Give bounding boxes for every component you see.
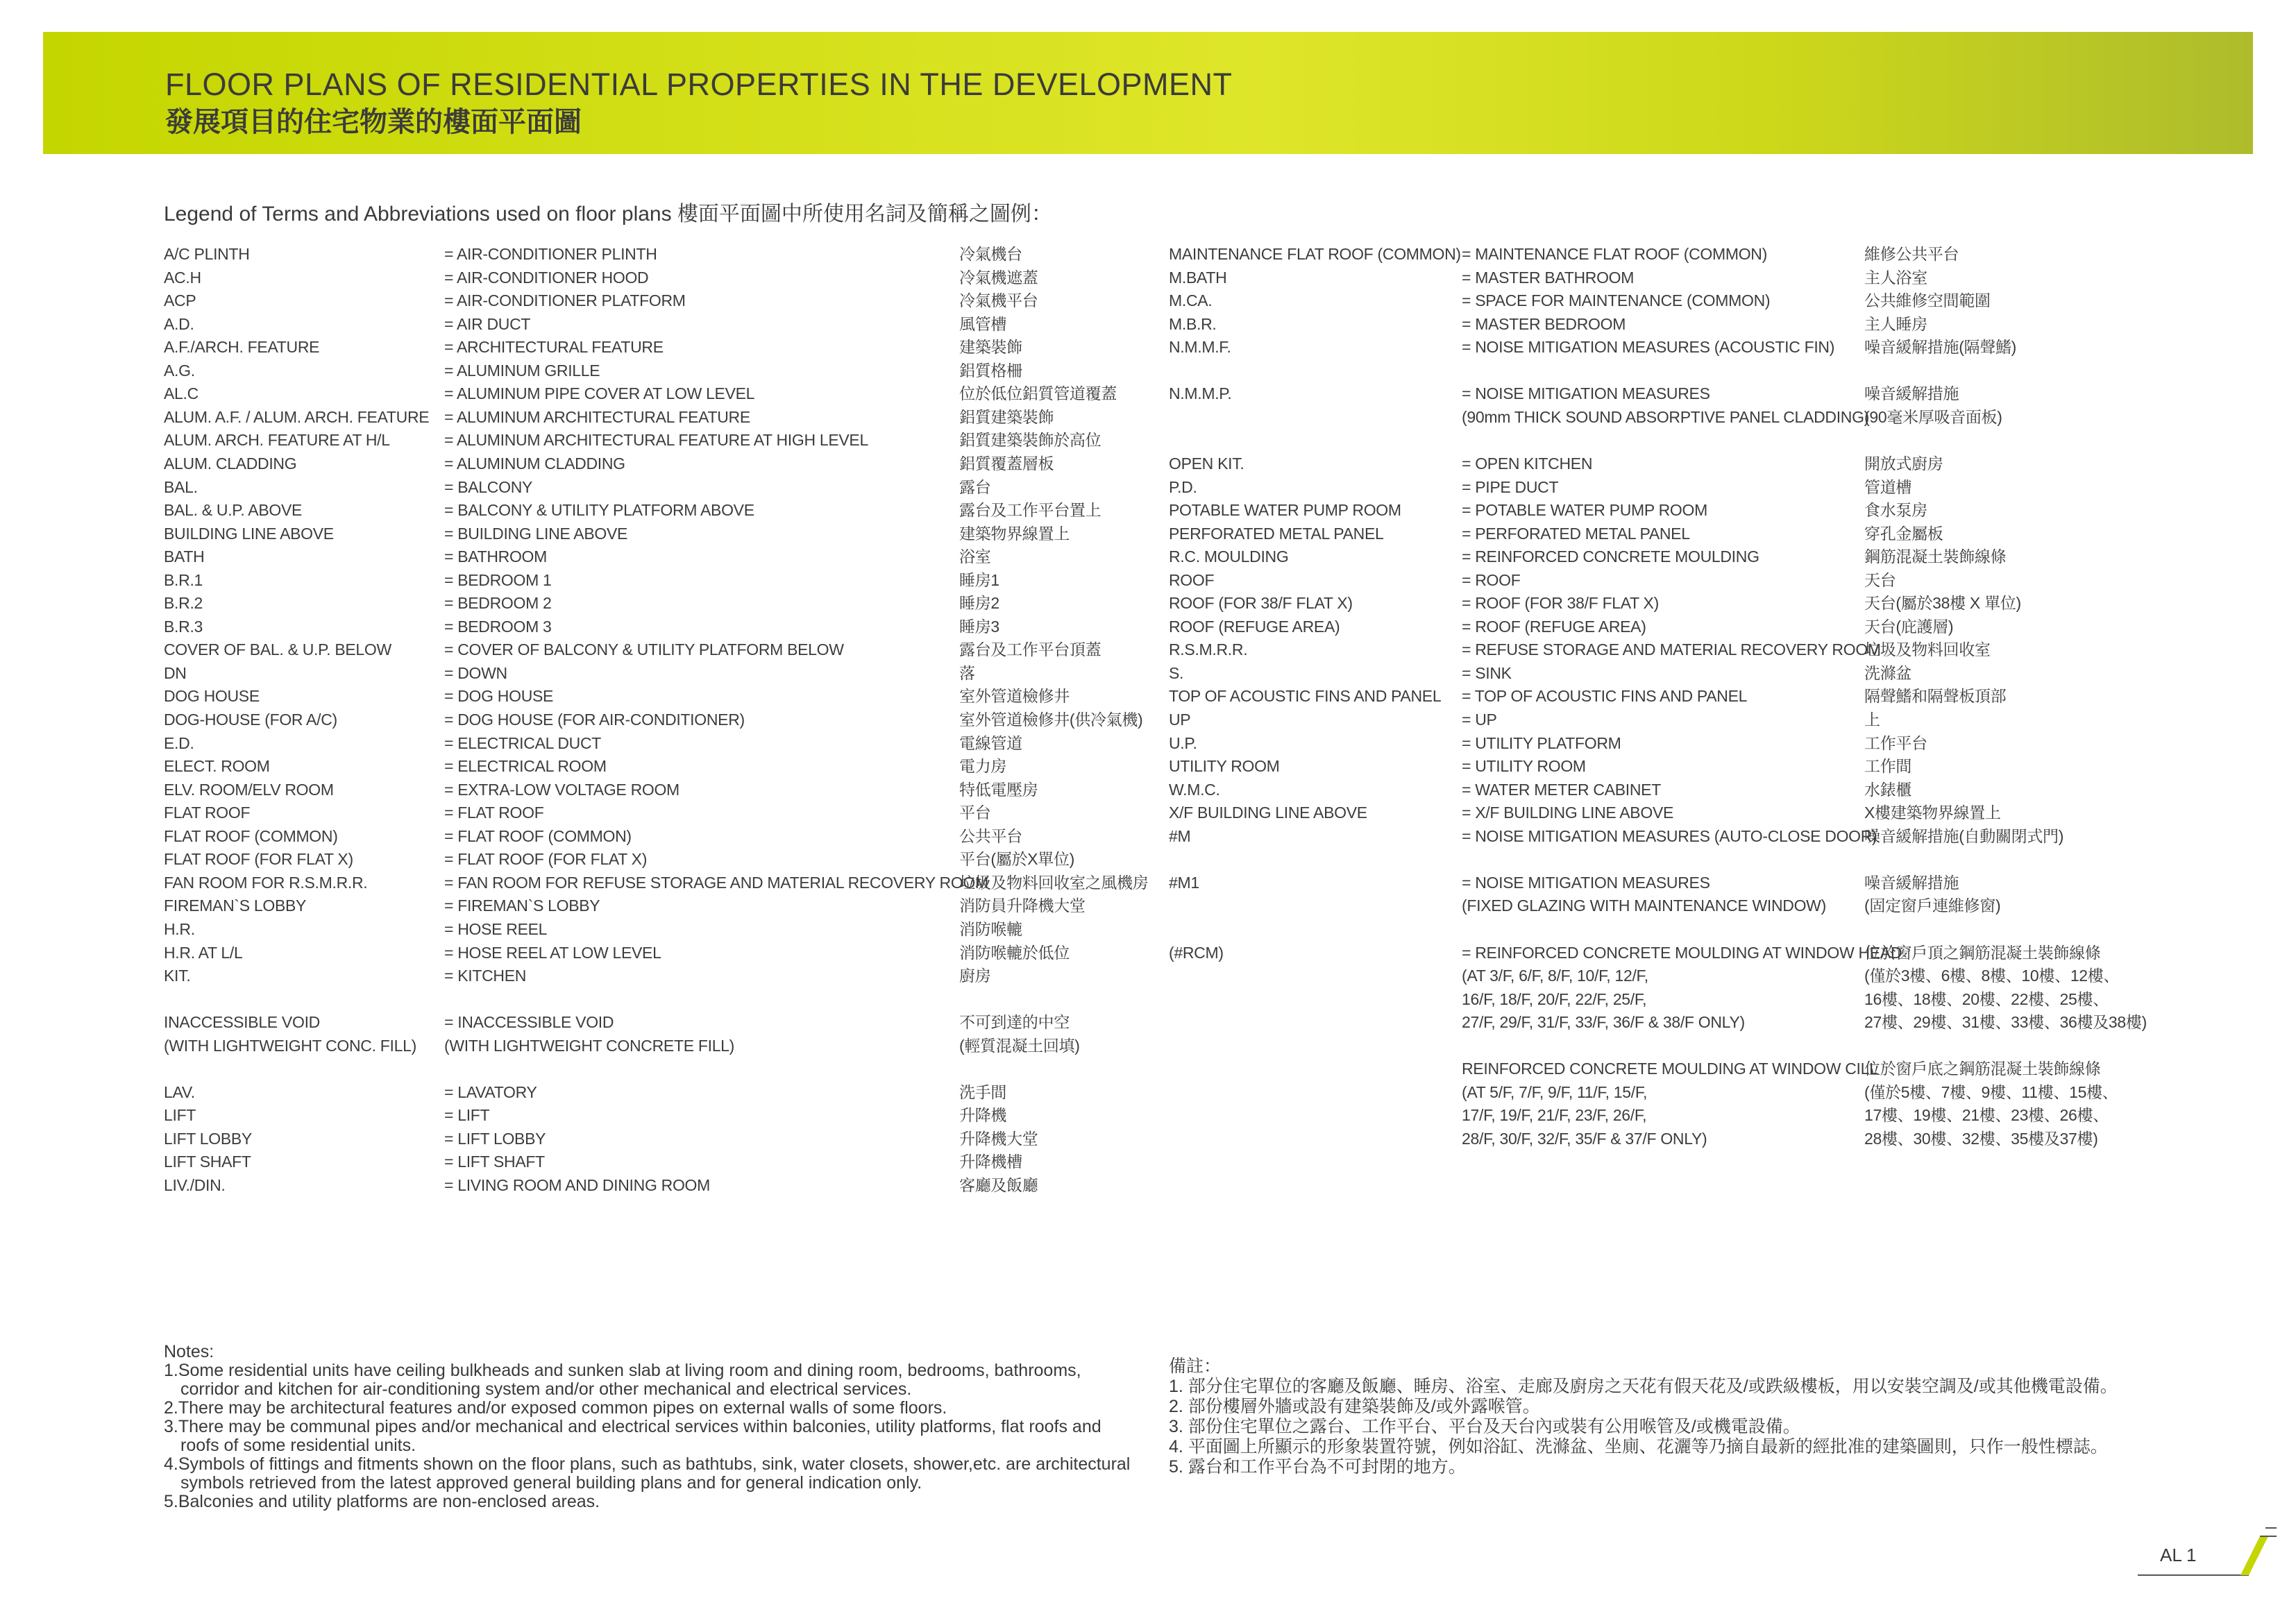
legend-definition: = DOG HOUSE (FOR AIR-CONDITIONER) [444,711,745,729]
legend-definition: = PERFORATED METAL PANEL [1462,524,1690,543]
legend-abbreviation: B.R.3 [164,617,203,636]
legend-abbreviation: N.M.M.F. [1169,338,1231,357]
legend-definition: (90mm THICK SOUND ABSORPTIVE PANEL CLADDING) [1462,407,1870,426]
legend-definition: = ROOF (REFUGE AREA) [1462,617,1646,636]
legend-chinese: 洗手間 [959,1082,1007,1101]
legend-definition: = AIR DUCT [444,314,531,333]
legend-abbreviation: OPEN KIT. [1169,454,1244,473]
legend-chinese: 風管槽 [959,314,1007,333]
legend-abbreviation: BAL. [164,477,198,496]
legend-chinese: 工作平台 [1864,733,1927,752]
legend-chinese: 食水泵房 [1864,501,1927,520]
legend-definition: = AIR-CONDITIONER PLATFORM [444,291,686,310]
legend-chinese: 建築裝飾 [959,338,1022,357]
legend-chinese: 升降機大堂 [959,1129,1038,1148]
legend-chinese: 室外管道檢修井 [959,687,1070,706]
legend-chinese: (僅於5樓、7樓、9樓、11樓、15樓、 [1864,1082,2118,1101]
legend-chinese: 電力房 [959,757,1007,776]
legend-definition: = BALCONY & UTILITY PLATFORM ABOVE [444,501,754,520]
legend-definition: = NOISE MITIGATION MEASURES [1462,873,1710,892]
legend-chinese: (固定窗戶連維修窗) [1864,897,2001,915]
legend-chinese: (90毫米厚吸音面板) [1864,407,2002,426]
legend-chinese: 睡房2 [959,594,999,613]
legend-abbreviation: ROOF (FOR 38/F FLAT X) [1169,594,1353,613]
legend-chinese: 冷氣機平台 [959,291,1038,310]
legend-abbreviation: AL.C [164,384,199,403]
legend-chinese: 平台 [959,804,991,822]
legend-abbreviation: LIFT LOBBY [164,1129,252,1148]
legend-abbreviation: B.R.1 [164,570,203,589]
legend-definition: = ALUMINUM ARCHITECTURAL FEATURE AT HIGH LEVEL [444,431,868,450]
legend-definition: = HOSE REEL AT LOW LEVEL [444,943,661,962]
legend-chinese: 洗滌盆 [1864,663,1912,682]
legend-definition: = ROOF [1462,570,1521,589]
legend-definition: (WITH LIGHTWEIGHT CONCRETE FILL) [444,1036,735,1055]
legend-abbreviation: H.R. AT L/L [164,943,243,962]
legend-abbreviation: U.P. [1169,733,1197,752]
legend-definition: = INACCESSIBLE VOID [444,1013,614,1032]
legend-definition: (AT 3/F, 6/F, 8/F, 10/F, 12/F, [1462,967,1648,985]
legend-chinese: 位於窗戶底之鋼筋混凝土裝飾線條 [1864,1060,2101,1078]
legend-chinese: 不可到達的中空 [959,1013,1070,1032]
legend-abbreviation: A.D. [164,314,194,333]
legend-chinese: 露台 [959,477,991,496]
legend-abbreviation: (#RCM) [1169,943,1224,962]
legend-abbreviation: LIFT SHAFT [164,1153,251,1171]
legend-definition: = BEDROOM 3 [444,617,552,636]
legend-chinese: 室外管道檢修井(供冷氣機) [959,711,1143,729]
note-en-item: 1.Some residential units have ceiling bulkheads and sunken slab at living room and dining room, bedrooms, bathrooms, corridor and kitchen for air-conditioning system and/or other mechanical and electrical services. [164,1361,1081,1399]
legend-definition: = BATHROOM [444,547,548,566]
legend-definition: = ELECTRICAL DUCT [444,733,602,752]
legend-heading: Legend of Terms and Abbreviations used on floor plans 樓面平面圖中所使用名詞及簡稱之圖例： [164,203,1052,226]
legend-definition: = NOISE MITIGATION MEASURES (ACOUSTIC FIN) [1462,338,1835,357]
page-corner-mark [2138,1527,2277,1596]
legend-chinese: 噪音緩解措施 [1864,384,1959,403]
note-zh-item: 1. 部分住宅單位的客廳及飯廳、睡房、浴室、走廊及廚房之天花有假天花及/或跌級樓板，用以安裝空調及/或其他機電設備。 [1169,1377,2118,1396]
notes-zh-heading: 備註： [1169,1357,1222,1376]
legend-abbreviation: S. [1169,663,1184,682]
legend-chinese: 廚房 [959,967,991,985]
legend-definition: = FLAT ROOF (FOR FLAT X) [444,850,648,869]
legend-abbreviation: ELECT. ROOM [164,757,270,776]
legend-abbreviation: LIV./DIN. [164,1176,226,1194]
legend-abbreviation: ROOF [1169,570,1215,589]
legend-chinese: 主人浴室 [1864,268,1927,287]
legend-abbreviation: X/F BUILDING LINE ABOVE [1169,804,1367,822]
legend-chinese: 公共平台 [959,826,1022,845]
legend-definition: = ROOF (FOR 38/F FLAT X) [1462,594,1659,613]
page-title-zh: 發展項目的住宅物業的樓面平面圖 [165,107,582,137]
legend-definition: = UP [1462,711,1497,729]
legend-abbreviation: DOG-HOUSE (FOR A/C) [164,711,337,729]
legend-definition: = UTILITY PLATFORM [1462,733,1621,752]
legend-abbreviation: E.D. [164,733,194,752]
legend-abbreviation: ROOF (REFUGE AREA) [1169,617,1340,636]
legend-chinese: 穿孔金屬板 [1864,524,1943,543]
legend-abbreviation: BAL. & U.P. ABOVE [164,501,303,520]
legend-definition: = ALUMINUM GRILLE [444,361,600,380]
legend-chinese: 鋁質格柵 [959,361,1022,380]
legend-chinese: 鋼筋混凝土裝飾線條 [1864,547,2007,566]
legend-definition: = LIVING ROOM AND DINING ROOM [444,1176,710,1194]
legend-abbreviation: LAV. [164,1082,195,1101]
legend-chinese: 冷氣機遮蓋 [959,268,1038,287]
legend-abbreviation: B.R.2 [164,594,203,613]
legend-definition: = AIR-CONDITIONER PLINTH [444,245,657,263]
legend-abbreviation: DOG HOUSE [164,687,260,706]
legend-definition: = ALUMINUM PIPE COVER AT LOW LEVEL [444,384,755,403]
legend-chinese: 隔聲鰭和隔聲板頂部 [1864,687,2007,706]
legend-definition: = KITCHEN [444,967,527,985]
legend-abbreviation: A.F./ARCH. FEATURE [164,338,320,357]
legend-chinese: 位於窗戶頂之鋼筋混凝土裝飾線條 [1864,943,2101,962]
note-en-item: 2.There may be architectural features and/or exposed common pipes on external walls of some floors. [164,1398,947,1418]
legend-definition: 16/F, 18/F, 20/F, 22/F, 25/F, [1462,989,1647,1008]
note-en-item: 4.Symbols of fittings and fitments shown on the floor plans, such as bathtubs, sink, water closets, shower,etc. are architectural symbols retrieved from the latest approved general building plans and for general indication only. [164,1454,1131,1493]
legend-chinese: 露台及工作平台頂蓋 [959,640,1101,659]
legend-definition: 27/F, 29/F, 31/F, 33/F, 36/F & 38/F ONLY) [1462,1013,1745,1032]
legend-chinese: 消防喉轆 [959,919,1022,938]
legend-chinese: 16樓、18樓、20樓、22樓、25樓、 [1864,989,2109,1008]
legend-abbreviation: PERFORATED METAL PANEL [1169,524,1384,543]
legend-chinese: 天台 [1864,570,1896,589]
legend-chinese: 平台(屬於X單位) [959,850,1074,869]
legend-definition: = NOISE MITIGATION MEASURES [1462,384,1710,403]
legend-chinese: 公共維修空間範圍 [1864,291,1991,310]
legend-definition: = OPEN KITCHEN [1462,454,1593,473]
legend-definition: = FLAT ROOF (COMMON) [444,826,632,845]
legend-definition: = X/F BUILDING LINE ABOVE [1462,804,1674,822]
legend-abbreviation: ELV. ROOM/ELV ROOM [164,780,334,799]
legend-abbreviation: BUILDING LINE ABOVE [164,524,334,543]
legend-definition: = ALUMINUM CLADDING [444,454,625,473]
notes-en-heading: Notes: [164,1342,214,1361]
legend-chinese: 露台及工作平台置上 [959,501,1101,520]
legend-abbreviation: M.CA. [1169,291,1213,310]
legend-definition: = BEDROOM 1 [444,570,552,589]
legend-abbreviation: #M1 [1169,873,1199,892]
legend-definition: = MAINTENANCE FLAT ROOF (COMMON) [1462,245,1767,263]
legend-chinese: 特低電壓房 [959,780,1038,799]
legend-chinese: 天台(屬於38樓 X 單位) [1864,594,2021,613]
legend-abbreviation: ACP [164,291,196,310]
legend-definition: = ALUMINUM ARCHITECTURAL FEATURE [444,407,750,426]
legend-abbreviation: R.C. MOULDING [1169,547,1289,566]
legend-abbreviation: ALUM. CLADDING [164,454,297,473]
legend-chinese: 噪音緩解措施(隔聲鰭) [1864,338,2017,357]
legend-abbreviation: UTILITY ROOM [1169,757,1280,776]
legend-definition: = ELECTRICAL ROOM [444,757,607,776]
legend-chinese: 垃圾及物料回收室 [1864,640,1991,659]
legend-definition: = REINFORCED CONCRETE MOULDING [1462,547,1759,566]
legend-definition: (AT 5/F, 7/F, 9/F, 11/F, 15/F, [1462,1082,1648,1101]
note-zh-item: 4. 平面圖上所顯示的形象裝置符號，例如浴缸、洗滌盆、坐廁、花灑等乃摘自最新的經批准的建築圖則，只作一般性標誌。 [1169,1437,2108,1456]
legend-chinese: 管道槽 [1864,477,1912,496]
legend-chinese: X樓建築物界線置上 [1864,804,2001,822]
legend-definition: = UTILITY ROOM [1462,757,1586,776]
note-zh-item: 5. 露台和工作平台為不可封閉的地方。 [1169,1457,1466,1477]
note-zh-item: 3. 部份住宅單位之露台、工作平台、平台及天台內或裝有公用喉管及/或機電設備。 [1169,1417,1800,1436]
legend-definition: = ARCHITECTURAL FEATURE [444,338,664,357]
legend-abbreviation: AC.H [164,268,201,287]
legend-chinese: 電線管道 [959,733,1022,752]
legend-chinese: 消防員升降機大堂 [959,897,1086,915]
legend-abbreviation: P.D. [1169,477,1197,496]
legend-abbreviation: FIREMAN`S LOBBY [164,897,307,915]
legend-abbreviation: H.R. [164,919,195,938]
notes-english [164,1343,1136,1511]
legend-abbreviation: #M [1169,826,1191,845]
legend-chinese: 28樓、30樓、32樓、35樓及37樓) [1864,1129,2098,1148]
legend-chinese: 升降機 [959,1106,1007,1125]
page-number: AL 1 [2160,1545,2197,1565]
legend-chinese: 水錶櫃 [1864,780,1912,799]
legend-definition: = REFUSE STORAGE AND MATERIAL RECOVERY ROOM [1462,640,1881,659]
legend-abbreviation: UP [1169,711,1191,729]
legend-abbreviation: M.B.R. [1169,314,1217,333]
legend-chinese: 浴室 [959,547,991,566]
note-zh-item: 2. 部份樓層外牆或設有建築裝飾及/或外露喉管。 [1169,1397,1540,1416]
legend-definition: = SINK [1462,663,1512,682]
legend-abbreviation: TOP OF ACOUSTIC FINS AND PANEL [1169,687,1442,706]
legend-chinese: 落 [959,663,975,682]
legend-chinese: 主人睡房 [1864,314,1927,333]
legend-definition: (FIXED GLAZING WITH MAINTENANCE WINDOW) [1462,897,1826,915]
legend-definition: = FIREMAN`S LOBBY [444,897,600,915]
legend-definition: = COVER OF BALCONY & UTILITY PLATFORM BELOW [444,640,844,659]
legend-definition: = MASTER BATHROOM [1462,268,1635,287]
legend-definition: = BEDROOM 2 [444,594,552,613]
legend-abbreviation: FLAT ROOF (FOR FLAT X) [164,850,353,869]
legend-chinese: 噪音緩解措施(自動關閉式門) [1864,826,2064,845]
legend-definition: = HOSE REEL [444,919,548,938]
legend-chinese: 噪音緩解措施 [1864,873,1959,892]
legend-chinese: 垃圾及物料回收室之風機房 [959,873,1149,892]
legend-definition: 28/F, 30/F, 32/F, 35/F & 37/F ONLY) [1462,1129,1707,1148]
legend-definition: = EXTRA-LOW VOLTAGE ROOM [444,780,679,799]
legend-definition: 17/F, 19/F, 21/F, 23/F, 26/F, [1462,1106,1647,1125]
legend-abbreviation: ALUM. ARCH. FEATURE AT H/L [164,431,390,450]
legend-definition: = REINFORCED CONCRETE MOULDING AT WINDOW HEAD [1462,943,1902,962]
legend-chinese: 鋁質建築裝飾 [959,407,1054,426]
legend-chinese: 建築物界線置上 [959,524,1070,543]
legend-abbreviation: BATH [164,547,205,566]
legend-abbreviation: KIT. [164,967,191,985]
legend-abbreviation: COVER OF BAL. & U.P. BELOW [164,640,391,659]
legend-definition: = WATER METER CABINET [1462,780,1661,799]
legend-abbreviation: FLAT ROOF [164,804,251,822]
legend-chinese: 鋁質覆蓋層板 [959,454,1054,473]
legend-definition: = TOP OF ACOUSTIC FINS AND PANEL [1462,687,1748,706]
legend-abbreviation: A/C PLINTH [164,245,250,263]
legend-abbreviation: (WITH LIGHTWEIGHT CONC. FILL) [164,1036,416,1055]
legend-definition: = LAVATORY [444,1082,537,1101]
legend-chinese: 天台(庇護層) [1864,617,1954,636]
legend-definition: = POTABLE WATER PUMP ROOM [1462,501,1707,520]
legend-chinese: (輕質混凝土回填) [959,1036,1080,1055]
legend-definition: = DOG HOUSE [444,687,554,706]
legend-definition: = AIR-CONDITIONER HOOD [444,268,649,287]
legend-chinese: 17樓、19樓、21樓、23樓、26樓、 [1864,1106,2109,1125]
note-en-item: 3.There may be communal pipes and/or mechanical and electrical services within balconies, utility platforms, flat roofs and roofs of some residential units. [164,1417,1101,1455]
legend-definition: = SPACE FOR MAINTENANCE (COMMON) [1462,291,1771,310]
legend-abbreviation: W.M.C. [1169,780,1220,799]
legend-definition: = FLAT ROOF [444,804,544,822]
legend-abbreviation: DN [164,663,187,682]
notes-chinese [1169,1357,2154,1477]
legend-abbreviation: FLAT ROOF (COMMON) [164,826,338,845]
legend-abbreviation: MAINTENANCE FLAT ROOF (COMMON) [1169,245,1461,263]
legend-chinese: 消防喉轆於低位 [959,943,1070,962]
legend-definition: = LIFT [444,1106,490,1125]
note-en-item: 5.Balconies and utility platforms are non-enclosed areas. [164,1492,600,1511]
legend-abbreviation: ALUM. A.F. / ALUM. ARCH. FEATURE [164,407,430,426]
legend-definition: = FAN ROOM FOR REFUSE STORAGE AND MATERIAL RECOVERY ROOM [444,873,988,892]
legend-chinese: 客廳及飯廳 [959,1176,1038,1194]
legend-chinese: (僅於3樓、6樓、8樓、10樓、12樓、 [1864,967,2120,985]
legend-definition: = BUILDING LINE ABOVE [444,524,628,543]
legend-definition: = BALCONY [444,477,533,496]
legend-definition: = NOISE MITIGATION MEASURES (AUTO-CLOSE DOOR) [1462,826,1877,845]
legend-chinese: 冷氣機台 [959,245,1022,263]
legend-chinese: 開放式廚房 [1864,454,1943,473]
legend-abbreviation: A.G. [164,361,195,380]
legend-chinese: 睡房3 [959,617,999,636]
legend-chinese: 位於低位鋁質管道覆蓋 [959,384,1117,403]
legend-chinese: 睡房1 [959,570,999,589]
legend-definition: = PIPE DUCT [1462,477,1559,496]
legend-abbreviation: N.M.M.P. [1169,384,1232,403]
legend-abbreviation: LIFT [164,1106,196,1125]
page-title-en: FLOOR PLANS OF RESIDENTIAL PROPERTIES IN THE DEVELOPMENT [165,67,1233,102]
legend-chinese: 27樓、29樓、31樓、33樓、36樓及38樓) [1864,1013,2147,1032]
legend-abbreviation: FAN ROOM FOR R.S.M.R.R. [164,873,368,892]
legend-definition: REINFORCED CONCRETE MOULDING AT WINDOW CILL [1462,1060,1878,1078]
legend-abbreviation: POTABLE WATER PUMP ROOM [1169,501,1401,520]
legend-abbreviation: INACCESSIBLE VOID [164,1013,320,1032]
legend-definition: = DOWN [444,663,507,682]
legend-chinese: 鋁質建築裝飾於高位 [959,431,1101,450]
legend-chinese: 上 [1864,711,1880,729]
legend-definition: = LIFT LOBBY [444,1129,546,1148]
legend-definition: = MASTER BEDROOM [1462,314,1626,333]
legend-abbreviation: M.BATH [1169,268,1227,287]
legend-chinese: 維修公共平台 [1864,245,1959,263]
legend-abbreviation: R.S.M.R.R. [1169,640,1248,659]
legend-chinese: 工作間 [1864,757,1912,776]
legend-chinese: 升降機槽 [959,1153,1022,1171]
legend-definition: = LIFT SHAFT [444,1153,545,1171]
